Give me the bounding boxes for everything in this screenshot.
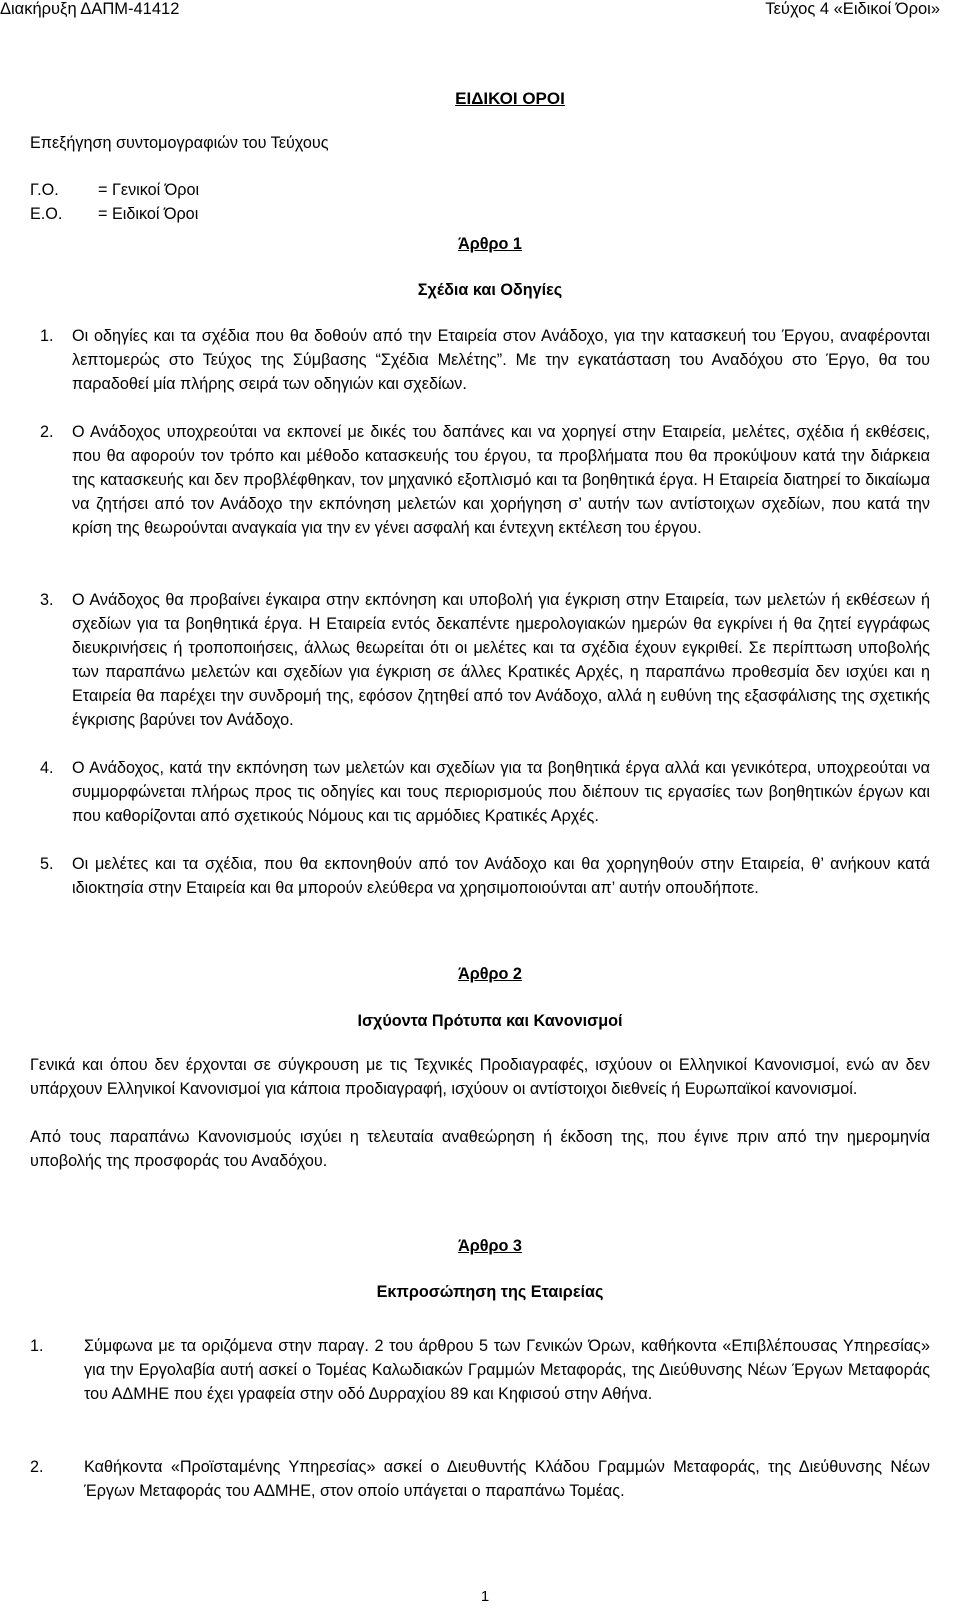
article-1-heading: Άρθρο 1 bbox=[458, 235, 522, 253]
list-item bbox=[30, 420, 930, 540]
article-2-subtitle: Ισχύοντα Πρότυπα και Κανονισμοί bbox=[357, 1012, 623, 1030]
item-number: 5. bbox=[40, 855, 54, 873]
item-number: 2. bbox=[40, 423, 54, 441]
article-3-heading: Άρθρο 3 bbox=[458, 1237, 522, 1255]
abbreviation-key: Γ.Ο. bbox=[30, 181, 59, 199]
abbreviation-value: = Ειδικοί Όροι bbox=[98, 205, 199, 223]
paragraph: Από τους παραπάνω Κανονισμούς ισχύει η τελευταία αναθεώρηση ή έκδοση της, που έγινε πριν από την ημερομηνία υποβολής της προσφοράς του Αναδόχου. bbox=[30, 1128, 930, 1170]
item-text: Καθήκοντα «Προϊσταμένης Υπηρεσίας» ασκεί ο Διευθυντής Κλάδου Γραμμών Μεταφοράς, της Διεύθυνσης Νέων Έργων Μεταφοράς του ΑΔΜΗΕ, στον οποίο υπάγεται ο παραπάνω Τομέας. bbox=[84, 1458, 930, 1500]
item-text: Ο Ανάδοχος θα προβαίνει έγκαιρα στην εκπόνηση και υποβολή για έγκριση στην Εταιρεία, των μελετών ή εκθέσεων ή σχεδίων για τα βοηθητικά έργα. Η Εταιρεία εντός δεκαπέντε ημερολογιακών ημερών θα εγκρίνει ή θα ζητεί εγγράφως διευκρινήσεις ή τροποποιήσεις, άλλως θεωρείται ότι οι μελέτες και τα σχέδια έχουν εγκριθεί. Σε περίπτωση υποβολής των παραπάνω μελετών και σχεδίων για έγκριση σε άλλες Κρατικές Αρχές, η παραπάνω προθεσμία δεν ισχύει και η Εταιρεία θα παρέχει την συνδρομή της, εφόσον ζητηθεί από τον Ανάδοχο, αλλά η ευθύνη της εξασφάλισης της σχετικής έγκρισης βαρύνει τον Ανάδοχο. bbox=[72, 591, 930, 729]
abbreviation-value: = Γενικοί Όροι bbox=[98, 181, 200, 199]
item-number: 4. bbox=[40, 759, 54, 777]
list-item bbox=[30, 324, 930, 396]
list-item bbox=[30, 1455, 930, 1503]
article-1-subtitle: Σχέδια και Οδηγίες bbox=[417, 281, 563, 299]
list-item bbox=[30, 756, 930, 828]
document-title: ΕΙΔΙΚΟΙ ΟΡΟΙ bbox=[455, 89, 565, 108]
article-2-heading: Άρθρο 2 bbox=[458, 965, 522, 983]
item-number: 2. bbox=[30, 1458, 44, 1476]
item-number: 1. bbox=[30, 1337, 44, 1355]
list-item bbox=[30, 852, 930, 900]
item-text: Ο Ανάδοχος υποχρεούται να εκπονεί με δικές του δαπάνες και να χορηγεί στην Εταιρεία, μελέτες, σχέδια ή εκθέσεις, που θα αφορούν τον τρόπο και μέθοδο κατασκευής του έργου, τα προβλήματα που θα προκύψουν κατά την διάρκεια της κατασκευής και δεν προβλέφθηκαν, τον μηχανικό εξοπλισμό και τα βοηθητικά έργα. Η Εταιρεία διατηρεί το δικαίωμα να ζητήσει από τον Ανάδοχο την εκπόνηση μελετών και χορήγηση σ’ αυτήν των αντίστοιχων σχεδίων, που κατά την κρίση της θεωρούνται αναγκαία για την εν γένει ασφαλή και έντεχνη εκτέλεση του έργου. bbox=[72, 423, 930, 537]
page-number: 1 bbox=[480, 1588, 490, 1605]
article-3-subtitle: Εκπροσώπηση της Εταιρείας bbox=[376, 1283, 604, 1301]
volume-title: Τεύχος 4 «Ειδικοί Όροι» bbox=[765, 0, 940, 18]
item-number: 1. bbox=[40, 327, 54, 345]
paragraph: Γενικά και όπου δεν έρχονται σε σύγκρουση με τις Τεχνικές Προδιαγραφές, ισχύουν οι Ελληνικοί Κανονισμοί, ενώ αν δεν υπάρχουν Ελληνικοί Κανονισμοί για κάποια προδιαγραφή, ισχύουν οι αντίστοιχοι διεθνείς ή Ευρωπαϊκοί κανονισμοί. bbox=[30, 1056, 930, 1098]
item-text: Ο Ανάδοχος, κατά την εκπόνηση των μελετών και σχεδίων για τα βοηθητικά έργα αλλά και γενικότερα, υποχρεούται να συμμορφώνεται πλήρως προς τις οδηγίες και τους περιορισμούς που διέπουν τις εργασίες των βοηθητικών έργων και που καθορίζονται από σχετικούς Νόμους και τις αρμόδιες Κρατικές Αρχές. bbox=[72, 759, 930, 825]
abbreviation-key: Ε.Ο. bbox=[30, 205, 63, 223]
document-reference: Διακήρυξη ΔΑΠΜ-41412 bbox=[0, 0, 180, 18]
item-number: 3. bbox=[40, 591, 54, 609]
item-text: Οι οδηγίες και τα σχέδια που θα δοθούν από την Εταιρεία στον Ανάδοχο, για την κατασκευή του Έργου, αναφέρονται λεπτομερώς στο Τεύχος της Σύμβασης “Σχέδια Μελέτης”. Με την εγκατάσταση του Αναδόχου στο Έργο, θα του παραδοθεί μία πλήρης σειρά των οδηγιών και σχεδίων. bbox=[72, 327, 930, 393]
list-item bbox=[30, 1334, 930, 1406]
abbreviations-heading: Επεξήγηση συντομογραφιών του Τεύχους bbox=[30, 134, 329, 152]
page-header bbox=[0, 0, 960, 22]
item-text: Οι μελέτες και τα σχέδια, που θα εκπονηθούν από τον Ανάδοχο και θα χορηγηθούν στην Εταιρεία, θ’ ανήκουν κατά ιδιοκτησία στην Εταιρεία και θα μπορούν ελεύθερα να χρησιμοποιούνται απ’ αυτήν οπουδήποτε. bbox=[72, 855, 930, 897]
item-text: Σύμφωνα με τα οριζόμενα στην παραγ. 2 του άρθρου 5 των Γενικών Όρων, καθήκοντα «Επιβλέπουσας Υπηρεσίας» για την Εργολαβία αυτή ασκεί ο Τομέας Καλωδιακών Γραμμών Μεταφοράς, της Διεύθυνσης Νέων Έργων Μεταφοράς του ΑΔΜΗΕ που έχει γραφεία στην οδό Δυρραχίου 89 και Κηφισού στην Αθήνα. bbox=[84, 1337, 930, 1403]
list-item bbox=[30, 588, 930, 732]
